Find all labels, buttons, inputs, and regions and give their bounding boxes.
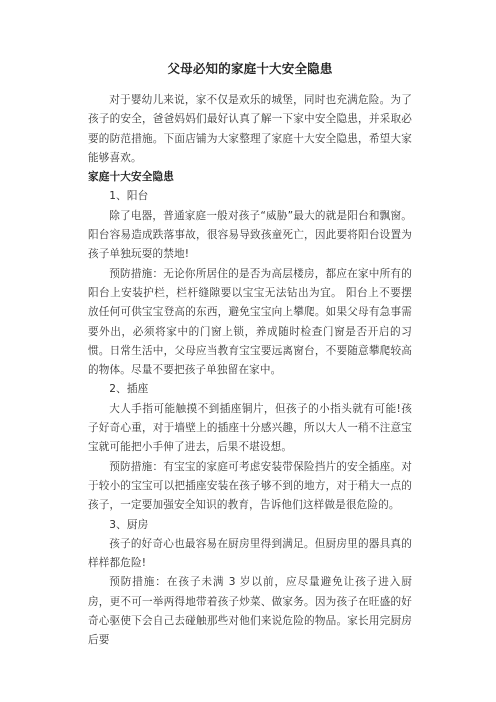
section-heading-balcony: 1、阳台	[109, 190, 149, 203]
section-heading-socket: 2、插座	[109, 383, 149, 396]
paragraph: 预防措施：有宝宝的家庭可考虑安装带保险挡片的安全插座。对于较小的宝宝可以把插座安装在孩子够不到的地方，对于稍大一点的孩子，一定要加强安全知识的教育，告诉他们这样做是很危险的。	[88, 460, 412, 512]
document-page	[88, 60, 412, 651]
section-heading-kitchen: 3、厨房	[109, 518, 149, 531]
paragraph: 预防措施：在孩子未满 3 岁以前，应尽量避免让孩子进入厨房，更不可一举两得地带着孩子炒菜、做家务。因为孩子在旺盛的好奇心驱使下会自己去碰触那些对他们来说危险的物品。家长用完厨房后要	[88, 576, 412, 647]
section-title: 家庭十大安全隐患	[88, 171, 174, 184]
intro-paragraph: 对于婴幼儿来说，家不仅是欢乐的城堡，同时也充满危险。为了孩子的安全，爸爸妈妈们最好认真了解一下家中安全隐患，并采取必要的防范措施。下面店铺为大家整理了家庭十大安全隐患，希望大家能够喜欢。	[88, 94, 412, 164]
paragraph: 除了电器，普通家庭一般对孩子“威胁”最大的就是阳台和飘窗。阳台容易造成跌落事故，很容易导致孩童死亡，因此要将阳台设置为孩子单独玩耍的禁地!	[88, 209, 412, 261]
paragraph: 预防措施：无论你所居住的是否为高层楼房，都应在家中所有的阳台上安装护栏，栏杆缝隙要以宝宝无法钻出为宜。 阳台上不要摆放任何可供宝宝登高的东西，避免宝宝向上攀爬。如果父母有急事需要外出，必须将家中的门窗上锁，养成随时检查门窗是否开启的习惯。日常生活中，父母应当教育宝宝要远离窗台，不要随意攀爬较高的物体。尽量不要把孩子单独留在家中。	[88, 267, 412, 377]
paragraph: 孩子的好奇心也最容易在厨房里得到满足。但厨房里的器具真的样样都危险!	[88, 537, 412, 570]
paragraph: 大人手指可能触摸不到插座铜片，但孩子的小指头就有可能!孩子好奇心重，对于墙壁上的插座十分感兴趣，所以大人一稍不注意宝宝就可能把小手伸了进去，后果不堪设想。	[88, 402, 412, 454]
document-title: 父母必知的家庭十大安全隐患	[167, 61, 333, 76]
